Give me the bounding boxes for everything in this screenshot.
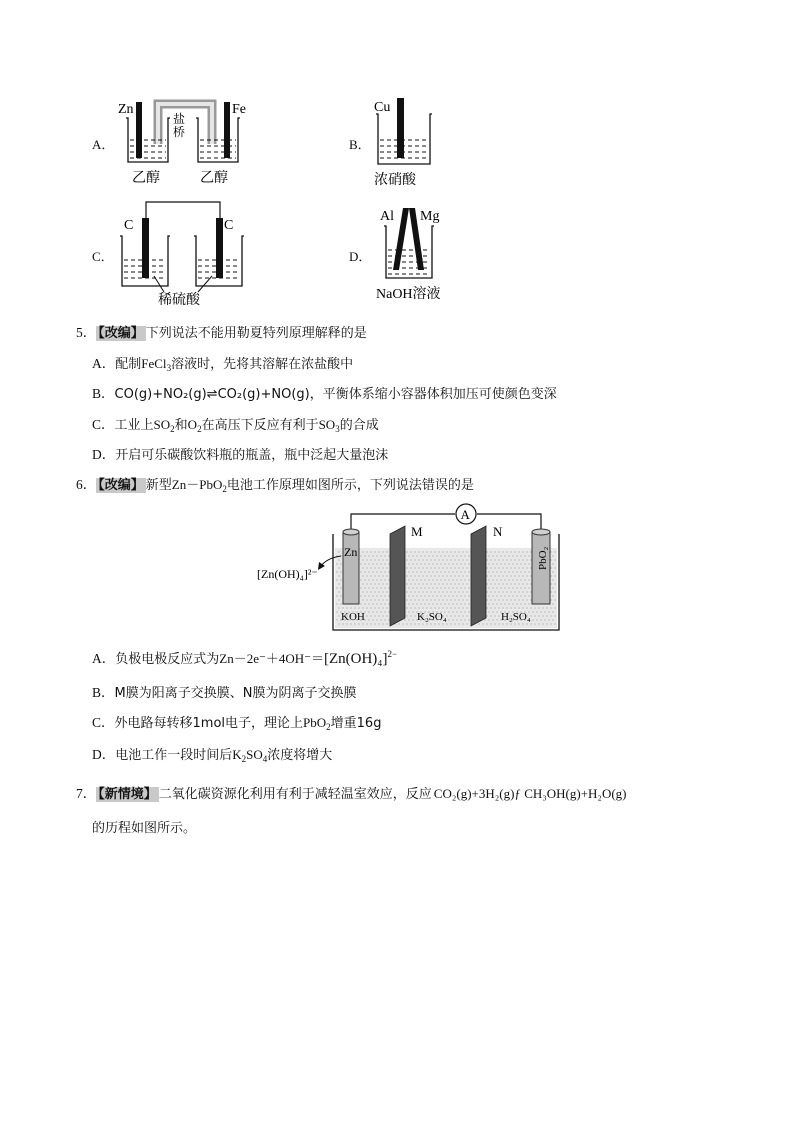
q7-stem: 7． 【新情境】 二氧化碳资源化利用有利于减轻温室效应，反应 CO₂(g)+3H₂(g)ƒ CH₃OH(g)+H₂O(g)	[76, 786, 627, 802]
zn-oh4-label: [Zn(OH)₄]²⁻	[257, 567, 318, 581]
left-c-label: C	[124, 218, 134, 233]
svg-text:K₂SO₄: K₂SO₄	[417, 611, 447, 623]
q4-option-a-letter: A．	[92, 137, 115, 152]
wire	[146, 202, 220, 222]
q5-option-a: A．配制FeCl$_3$溶液时，先将其溶解在浓盐酸中	[92, 356, 354, 373]
q4-option-b-diagram	[368, 94, 448, 190]
q5-tag: 【改编】	[98, 326, 144, 341]
cu-label: Cu	[374, 100, 391, 115]
q5-option-c: C．工业上$SO_2$和$O_2$在高压下反应有利于$SO_3$的合成	[92, 417, 379, 434]
q4-option-c-letter: C．	[92, 249, 114, 264]
fe-label: Fe	[232, 102, 246, 117]
al-electrode	[393, 208, 409, 270]
membrane-n	[471, 526, 486, 626]
svg-text:H₂SO₄: H₂SO₄	[501, 611, 531, 623]
q6-option-a: A．负极电极反应式为$Zn-2e^-+4OH^-=[Zn(OH)_4]^{2-}$	[92, 649, 398, 667]
q6-battery-diagram	[255, 500, 565, 635]
q7-tag: 【新情境】	[98, 787, 157, 802]
q7-reaction: CO₂(g)+3H₂(g)ƒ CH₃OH(g)+H₂O(g)	[433, 786, 627, 801]
membrane-m	[390, 526, 405, 626]
svg-text:PbO₂: PbO₂	[537, 546, 549, 570]
svg-text:稀硫酸: 稀硫酸	[158, 293, 200, 308]
fe-electrode	[224, 102, 230, 158]
left-carbon-electrode	[142, 218, 149, 278]
svg-text:桥: 桥	[173, 125, 186, 139]
q6-option-b: B．M膜为阳离子交换膜、N膜为阴离子交换膜	[92, 685, 357, 701]
q4-option-a-diagram	[110, 96, 260, 188]
q6-option-c: C．外电路每转移1mol电子，理论上PbO$_2$增重16g	[92, 715, 382, 732]
q4-option-d-diagram	[372, 204, 472, 304]
al-label: Al	[380, 209, 394, 224]
right-carbon-electrode	[216, 218, 223, 278]
svg-text:N: N	[493, 524, 503, 539]
svg-text:A: A	[460, 507, 470, 522]
q5-option-d: D．开启可乐碳酸饮料瓶的瓶盖，瓶中泛起大量泡沫	[92, 447, 389, 463]
q4-option-d-letter: D．	[349, 249, 372, 264]
svg-text:M: M	[411, 524, 423, 539]
zn-electrode	[136, 102, 142, 158]
q6-tag: 【改编】	[98, 478, 144, 493]
wire-right	[477, 514, 541, 532]
q6-stem: 6． 【改编】 新型Zn－PbO$_2$电池工作原理如图所示，下列说法错误的是	[76, 477, 474, 494]
zn-label: Zn	[118, 102, 134, 117]
right-c-label: C	[224, 218, 234, 233]
svg-text:盐: 盐	[173, 112, 186, 126]
q4-option-b-letter: B．	[349, 137, 371, 152]
svg-text:乙醇: 乙醇	[200, 171, 228, 186]
q7-line2: 的历程如图所示。	[92, 821, 197, 836]
svg-text:Zn: Zn	[344, 545, 358, 559]
cu-electrode	[397, 98, 404, 158]
svg-text:乙醇: 乙醇	[132, 171, 160, 186]
mg-label: Mg	[420, 209, 440, 224]
svg-text:KOH: KOH	[341, 611, 365, 623]
svg-text:浓硝酸: 浓硝酸	[374, 173, 416, 188]
zn-electrode	[343, 532, 359, 604]
svg-text:NaOH溶液: NaOH溶液	[376, 287, 441, 302]
q5-stem: 5． 【改编】 下列说法不能用勒夏特列原理解释的是	[76, 325, 367, 341]
q6-option-d: D．电池工作一段时间后$K_2SO_4$浓度将增大	[92, 747, 333, 764]
q4-option-c-diagram	[116, 196, 246, 308]
q5-option-b: B．CO(g)+NO₂(g)⇌CO₂(g)+NO(g)，平衡体系缩小容器体积加压可使颜色变深	[92, 386, 557, 402]
